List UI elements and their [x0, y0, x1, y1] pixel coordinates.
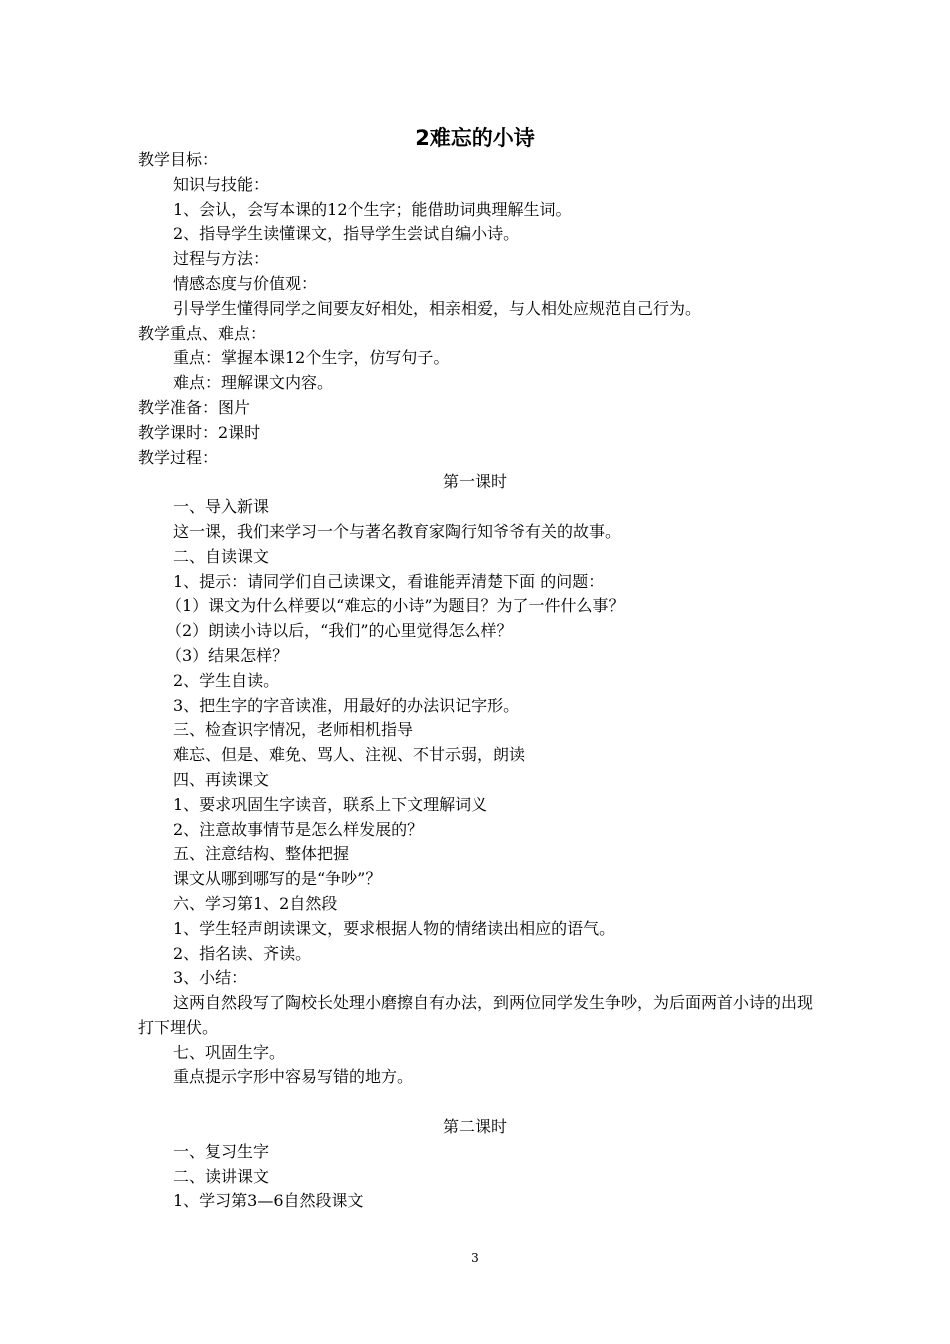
text-line: 过程与方法：: [173, 249, 270, 269]
text-line: （1）课文为什么样要以“难忘的小诗”为题目？为了一件什么事？: [166, 596, 625, 616]
text-line: 难忘、但是、难免、骂人、注视、不甘示弱，朗读: [173, 745, 526, 765]
text-line: 这两自然段写了陶校长处理小磨擦自有办法，到两位同学发生争吵，为后面两首小诗的出现打下埋伏。: [138, 993, 814, 1037]
text-line: 二、读讲课文: [173, 1166, 270, 1186]
text-line: （3）结果怎样？: [166, 645, 289, 665]
text-line: 四、再读课文: [173, 769, 270, 789]
text-line: 2、指名读、齐读。: [173, 943, 312, 963]
text-line: 2、注意故事情节是怎么样发展的？: [173, 819, 424, 839]
blank-line: [138, 1090, 818, 1115]
text-line: 七、巩固生字。: [173, 1042, 286, 1062]
text-line: 一、导入新课: [173, 497, 270, 517]
document-title: 2难忘的小诗: [415, 126, 535, 150]
section-heading: 第一课时: [442, 472, 507, 492]
text-line: 二、自读课文: [173, 546, 270, 566]
text-line: 重点：掌握本课12个生字，仿写句子。: [173, 348, 450, 368]
text-line: 课文从哪到哪写的是“争吵”？: [173, 869, 382, 889]
document-body: [138, 148, 818, 1214]
text-line: 六、学习第1、2自然段: [173, 893, 338, 913]
text-line: 教学目标：: [138, 150, 219, 169]
text-line: 教学重点、难点：: [138, 323, 267, 343]
text-line: 1、要求巩固生字读音，联系上下文理解词义: [173, 794, 488, 814]
text-line: 3、小结：: [173, 968, 248, 988]
text-line: 教学课时：2课时: [138, 422, 261, 442]
text-line: 1、学习第3—6自然段课文: [173, 1191, 364, 1211]
page-number: 3: [471, 1251, 479, 1265]
text-line: 难点：理解课文内容。: [173, 373, 334, 393]
text-line: 这一课，我们来学习一个与著名教育家陶行知爷爷有关的故事。: [173, 521, 622, 541]
text-line: 教学准备：图片: [138, 397, 251, 417]
text-line: 1、会认，会写本课的12个生字；能借助词典理解生词。: [173, 199, 572, 219]
text-line: 情感态度与价值观：: [173, 273, 318, 293]
text-line: 3、把生字的字音读准，用最好的办法识记字形。: [173, 695, 520, 715]
text-line: 一、复习生字: [173, 1141, 270, 1161]
text-line: 引导学生懂得同学之间要友好相处，相亲相爱，与人相处应规范自己行为。: [173, 298, 702, 318]
text-line: 教学过程：: [138, 447, 219, 467]
text-line: 2、指导学生读懂课文，指导学生尝试自编小诗。: [173, 224, 520, 244]
text-line: 五、注意结构、整体把握: [173, 844, 350, 864]
text-line: 1、学生轻声朗读课文，要求根据人物的情绪读出相应的语气。: [173, 918, 616, 938]
text-line: 2、学生自读。: [173, 670, 280, 690]
text-line: （2）朗读小诗以后，“我们”的心里觉得怎么样？: [166, 621, 513, 641]
text-line: 重点提示字形中容易写错的地方。: [173, 1067, 414, 1087]
text-line: 知识与技能：: [173, 174, 270, 194]
text-line: 1、提示：请同学们自己读课文，看谁能弄清楚下面 的问题：: [173, 571, 605, 591]
text-line: 三、检查识字情况，老师相机指导: [173, 720, 414, 740]
section-heading: 第二课时: [442, 1117, 507, 1137]
